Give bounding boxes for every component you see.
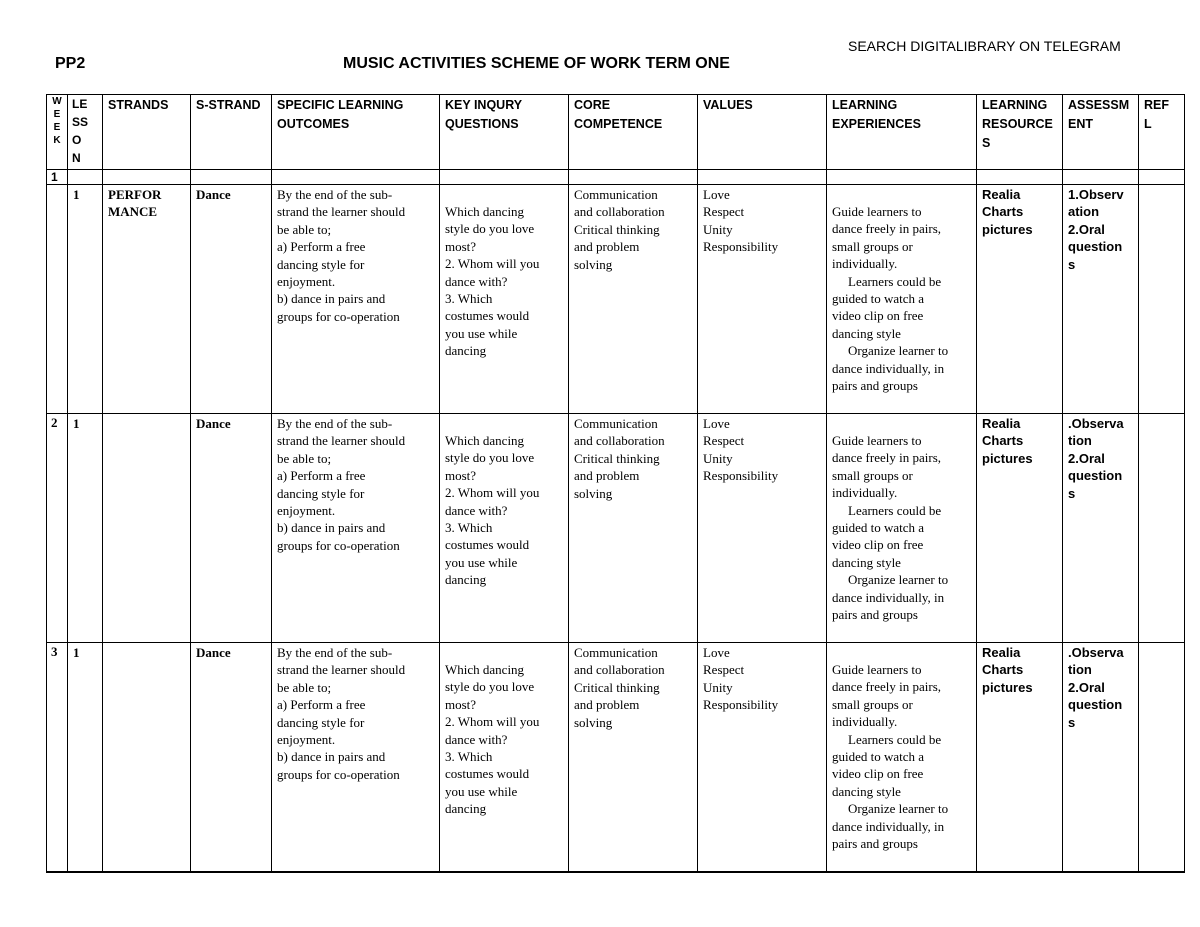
scheme-of-work-table — [46, 94, 1185, 873]
week-cell: 2 — [47, 414, 68, 643]
week-marker: 1 — [47, 170, 68, 185]
lesson-cell: 1 — [68, 643, 103, 873]
class-label: PP2 — [55, 55, 86, 72]
header-ref: REF L — [1139, 95, 1185, 170]
assessment-cell: 1.Observ ation 2.Oral question s — [1063, 185, 1139, 414]
header-resources: LEARNING RESOURCE S — [977, 95, 1063, 170]
experience-text-1: Guide learners to dance freely in pairs, small groups or individually. — [832, 204, 942, 272]
values-cell: Love Respect Unity Responsibility — [698, 414, 827, 643]
experiences-cell — [827, 643, 977, 873]
resources-cell: Realia Charts pictures — [977, 414, 1063, 643]
outcomes-cell: By the end of the sub- strand the learner should be able to; a) Perform a free dancing style for enjoyment. b) dance in pairs and groups for co-operation — [272, 414, 440, 643]
week-cell: 3 — [47, 643, 68, 873]
competence-cell: Communication and collaboration Critical thinking and problem solving — [569, 643, 698, 873]
ref-cell — [1139, 643, 1185, 873]
header-competence: CORE COMPETENCE — [569, 95, 698, 170]
table-row — [47, 414, 1185, 643]
empty-cell — [103, 170, 191, 185]
lesson-cell: 1 — [68, 185, 103, 414]
assessment-cell: .Observa tion 2.Oral question s — [1063, 643, 1139, 873]
competence-cell: Communication and collaboration Critical thinking and problem solving — [569, 185, 698, 414]
header-strands: STRANDS — [103, 95, 191, 170]
header-questions: KEY INQURY QUESTIONS — [440, 95, 569, 170]
header-row — [47, 95, 1185, 170]
page-title: MUSIC ACTIVITIES SCHEME OF WORK TERM ONE — [343, 55, 730, 72]
experience-text-3: guided to watch a video clip on free dancing style — [832, 749, 925, 799]
experience-text-1: Guide learners to dance freely in pairs, small groups or individually. — [832, 662, 942, 730]
experience-text-5: dance individually, in pairs and groups — [832, 360, 945, 394]
header-week: W E E K — [47, 95, 68, 170]
resources-cell: Realia Charts pictures — [977, 185, 1063, 414]
ref-cell — [1139, 185, 1185, 414]
experience-text-2: Learners could be — [848, 273, 942, 289]
questions-text: Which dancing style do you love most? 2. Whom will you dance with? 3. Which costumes would you use while dancing — [445, 204, 540, 359]
outcomes-cell: By the end of the sub- strand the learner should be able to; a) Perform a free dancing style for enjoyment. b) dance in pairs and groups for co-operation — [272, 643, 440, 873]
header-lesson: LE SS O N — [68, 95, 103, 170]
experience-text-1: Guide learners to dance freely in pairs, small groups or individually. — [832, 433, 942, 501]
header-sub-strand: S-STRAND — [191, 95, 272, 170]
strand-cell — [103, 414, 191, 643]
week-cell — [47, 185, 68, 414]
header-values: VALUES — [698, 95, 827, 170]
experiences-cell — [827, 185, 977, 414]
week-marker-row — [47, 170, 1185, 185]
questions-cell — [440, 185, 569, 414]
resources-cell: Realia Charts pictures — [977, 643, 1063, 873]
competence-cell: Communication and collaboration Critical thinking and problem solving — [569, 414, 698, 643]
table-row — [47, 643, 1185, 873]
header-experiences: LEARNING EXPERIENCES — [827, 95, 977, 170]
top-note: SEARCH DIGITALIBRARY ON TELEGRAM — [848, 38, 1121, 54]
experience-text-4: Organize learner to — [848, 801, 949, 817]
values-cell: Love Respect Unity Responsibility — [698, 643, 827, 873]
empty-cell — [1063, 170, 1139, 185]
empty-cell — [569, 170, 698, 185]
experiences-cell — [827, 414, 977, 643]
empty-cell — [827, 170, 977, 185]
empty-cell — [68, 170, 103, 185]
experience-text-4: Organize learner to — [848, 572, 949, 588]
experience-text-5: dance individually, in pairs and groups — [832, 818, 945, 852]
experience-text-3: guided to watch a video clip on free dancing style — [832, 520, 925, 570]
lesson-cell: 1 — [68, 414, 103, 643]
empty-cell — [698, 170, 827, 185]
ref-cell — [1139, 414, 1185, 643]
strand-cell — [103, 643, 191, 873]
header-outcomes: SPECIFIC LEARNING OUTCOMES — [272, 95, 440, 170]
experience-text-2: Learners could be — [848, 731, 942, 747]
experience-text-4: Organize learner to — [848, 343, 949, 359]
experience-text-5: dance individually, in pairs and groups — [832, 589, 945, 623]
sub-strand-cell: Dance — [191, 414, 272, 643]
experience-text-2: Learners could be — [848, 502, 942, 518]
empty-cell — [1139, 170, 1185, 185]
table-row — [47, 185, 1185, 414]
values-cell: Love Respect Unity Responsibility — [698, 185, 827, 414]
questions-cell — [440, 414, 569, 643]
questions-text: Which dancing style do you love most? 2. Whom will you dance with? 3. Which costumes would you use while dancing — [445, 433, 540, 588]
assessment-cell: .Observa tion 2.Oral question s — [1063, 414, 1139, 643]
outcomes-cell: By the end of the sub- strand the learner should be able to; a) Perform a free dancing style for enjoyment. b) dance in pairs and groups for co-operation — [272, 185, 440, 414]
empty-cell — [191, 170, 272, 185]
strand-cell: PERFOR MANCE — [103, 185, 191, 414]
empty-cell — [272, 170, 440, 185]
empty-cell — [977, 170, 1063, 185]
sub-strand-cell: Dance — [191, 185, 272, 414]
sub-strand-cell: Dance — [191, 643, 272, 873]
experience-text-3: guided to watch a video clip on free dancing style — [832, 291, 925, 341]
questions-cell — [440, 643, 569, 873]
header-assessment: ASSESSM ENT — [1063, 95, 1139, 170]
empty-cell — [440, 170, 569, 185]
questions-text: Which dancing style do you love most? 2. Whom will you dance with? 3. Which costumes would you use while dancing — [445, 662, 540, 817]
